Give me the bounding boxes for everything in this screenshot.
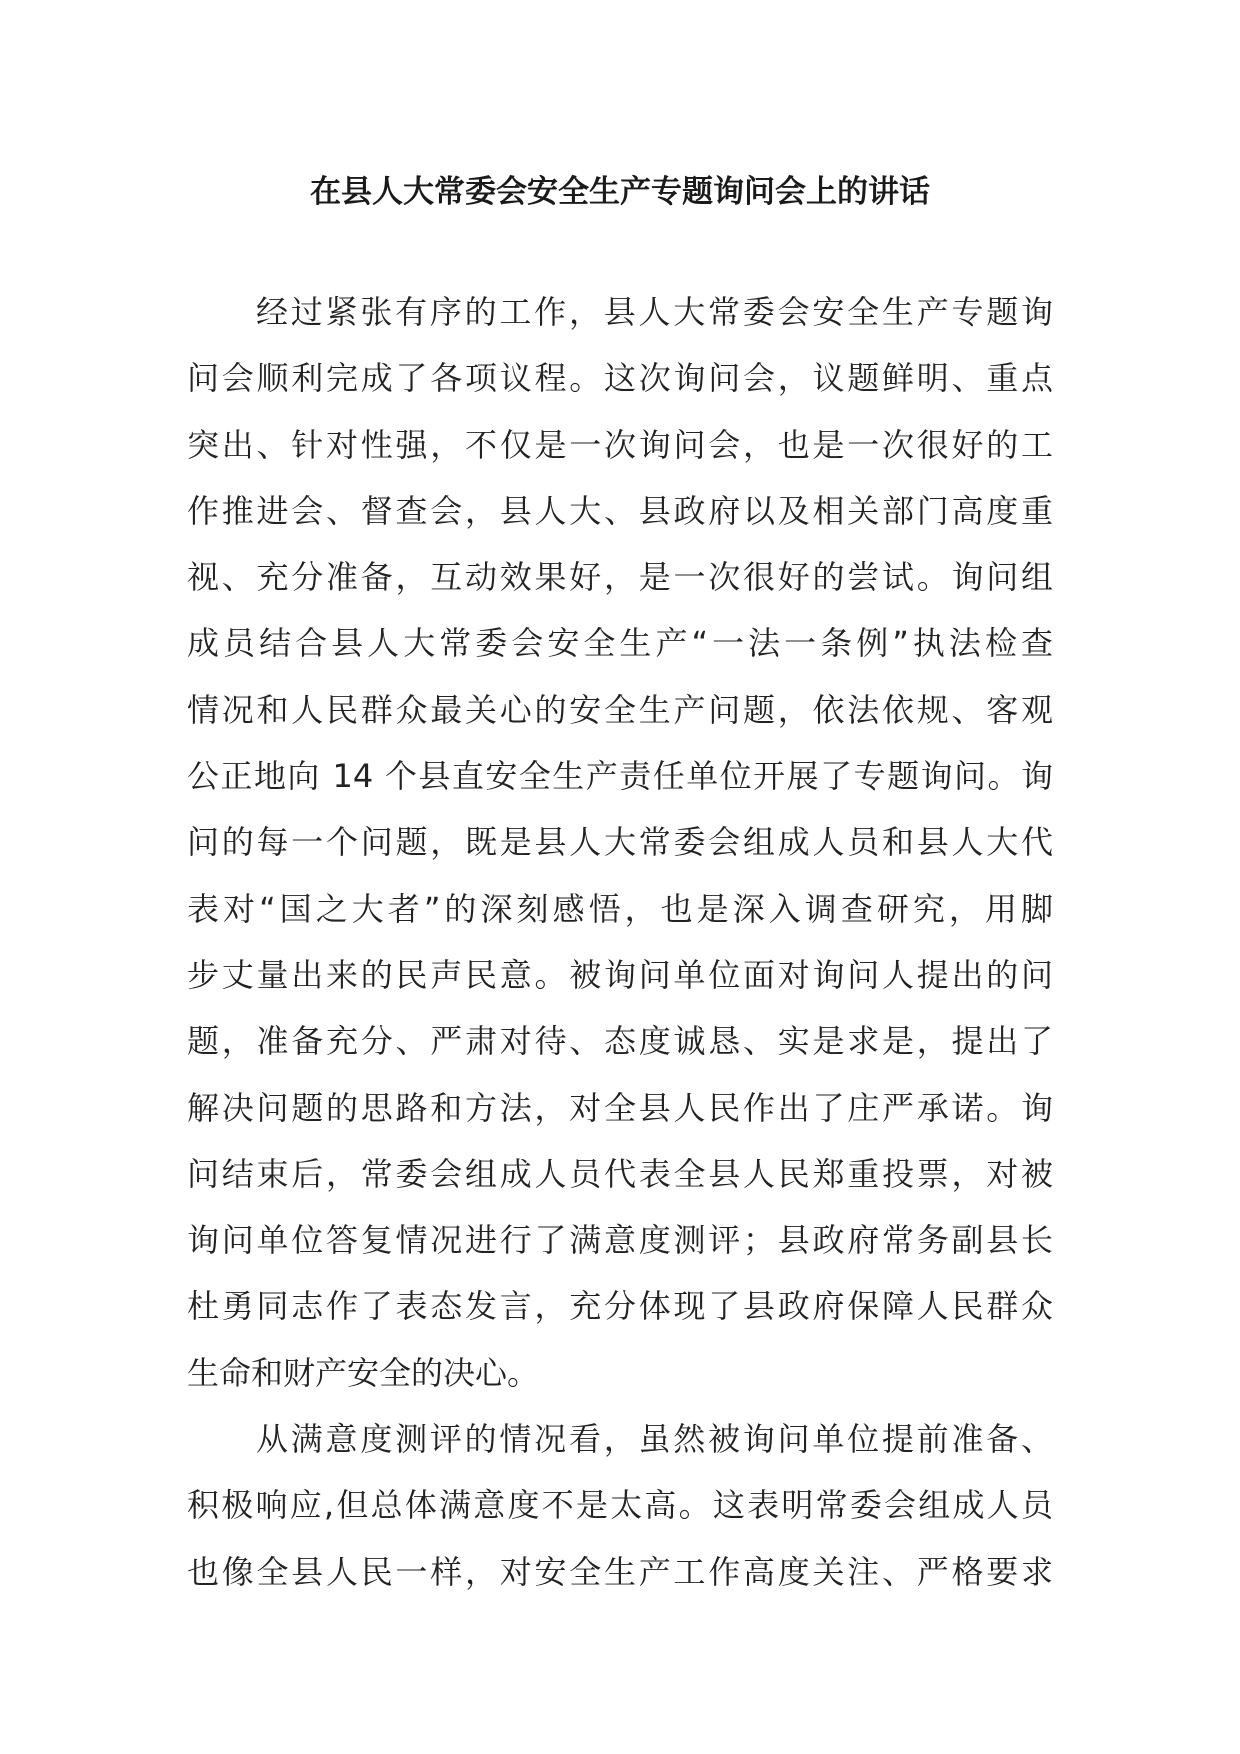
text-line: 问会顺利完成了各项议程。这次询问会，议题鲜明、重点 xyxy=(187,359,1053,398)
paragraph xyxy=(187,288,1053,1415)
text-line: 表对“国之大者”的深刻感悟，也是深入调查研究，用脚 xyxy=(187,889,1053,928)
text-line: 询问单位答复情况进行了满意度测评；县政府常务副县长 xyxy=(187,1221,1053,1260)
text-line: 积极响应,但总体满意度不是太高。这表明常委会组成人员 xyxy=(187,1486,1053,1525)
document-body xyxy=(187,288,1053,1614)
text-line: 从满意度测评的情况看，虽然被询问单位提前准备、 xyxy=(256,1420,1053,1459)
text-line: 视、充分准备，互动效果好，是一次很好的尝试。询问组 xyxy=(187,558,1053,597)
text-line: 生命和财产安全的决心。 xyxy=(187,1353,540,1392)
text-line: 成员结合县人大常委会安全生产“一法一条例”执法检查 xyxy=(187,624,1053,663)
paragraph xyxy=(187,1415,1053,1614)
text-line: 题，准备充分、严肃对待、态度诚恳、实是求是，提出了 xyxy=(187,1022,1053,1061)
text-line: 作推进会、督查会，县人大、县政府以及相关部门高度重 xyxy=(187,491,1053,530)
text-line: 杜勇同志作了表态发言，充分体现了县政府保障人民群众 xyxy=(187,1287,1053,1326)
text-line: 经过紧张有序的工作，县人大常委会安全生产专题询 xyxy=(256,293,1053,331)
text-line: 问的每一个问题，既是县人大常委会组成人员和县人大代 xyxy=(187,823,1053,862)
text-line: 公正地向 14 个县直安全生产责任单位开展了专题询问。询 xyxy=(187,757,1053,796)
text-line: 问结束后，常委会组成人员代表全县人民郑重投票，对被 xyxy=(187,1154,1053,1193)
text-line: 解决问题的思路和方法，对全县人民作出了庄严承诺。询 xyxy=(187,1088,1053,1127)
text-line: 情况和人民群众最关心的安全生产问题，依法依规、客观 xyxy=(187,690,1053,729)
text-line: 突出、针对性强，不仅是一次询问会，也是一次很好的工 xyxy=(187,425,1053,464)
text-line: 也像全县人民一样，对安全生产工作高度关注、严格要求 xyxy=(187,1552,1053,1591)
text-line: 步丈量出来的民声民意。被询问单位面对询问人提出的问 xyxy=(187,955,1053,994)
document-title: 在县人大常委会安全生产专题询问会上的讲话 xyxy=(310,174,930,210)
